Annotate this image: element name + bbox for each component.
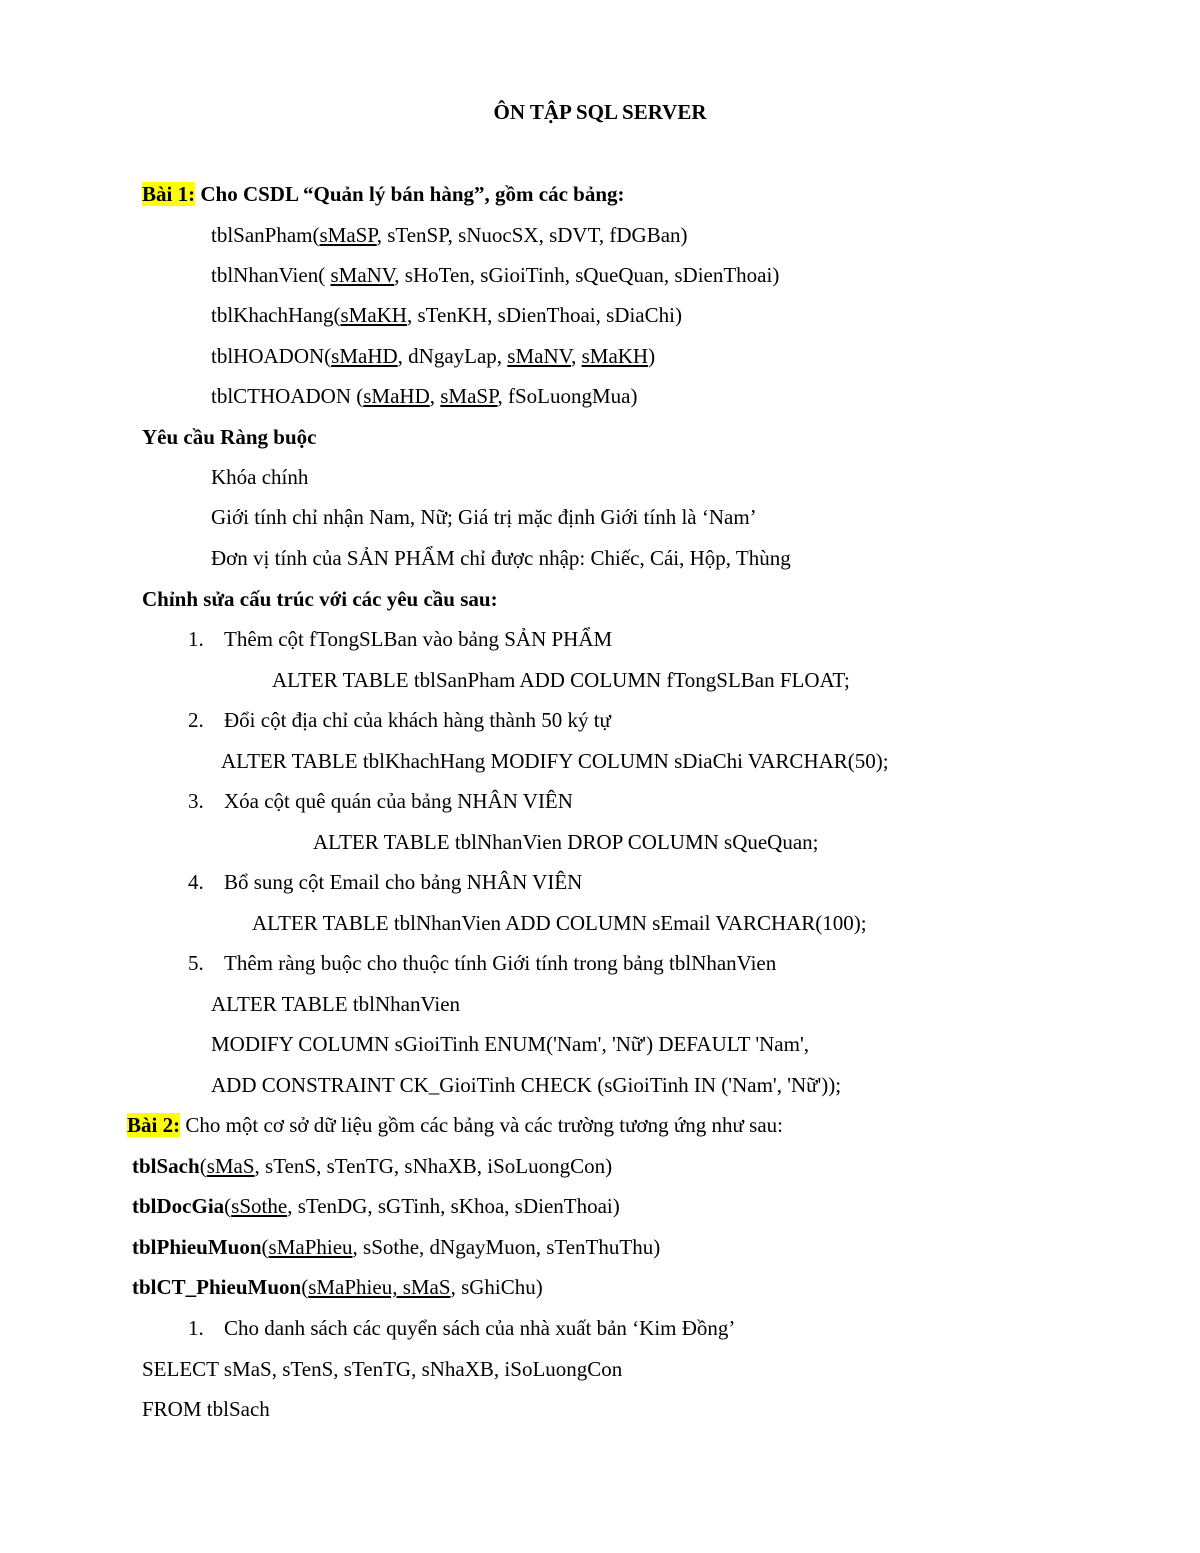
- requirement-item: Đơn vị tính của SẢN PHẨM chỉ được nhập: Chiếc, Cái, Hộp, Thùng: [211, 546, 791, 570]
- schema-line: tblDocGia(sSothe, sTenDG, sGTinh, sKhoa, sDienThoai): [132, 1194, 620, 1218]
- sql-line: ALTER TABLE tblSanPham ADD COLUMN fTongSLBan FLOAT;: [272, 668, 850, 692]
- edit-heading: Chỉnh sửa cấu trúc với các yêu cầu sau:: [142, 587, 498, 611]
- primary-key: sMaHD: [363, 384, 430, 408]
- primary-key: sSothe: [231, 1194, 288, 1218]
- schema-line: tblCTHOADON (sMaHD, sMaSP, fSoLuongMua): [211, 384, 638, 408]
- schema-line: tblKhachHang(sMaKH, sTenKH, sDienThoai, sDiaChi): [211, 303, 682, 327]
- page-title: ÔN TẬP SQL SERVER: [493, 100, 707, 124]
- requirements-heading: Yêu cầu Ràng buộc: [142, 425, 317, 449]
- sql-line: SELECT sMaS, sTenS, sTenTG, sNhaXB, iSoLuongCon: [142, 1357, 623, 1381]
- exercise-2-label: Bài 2:: [127, 1113, 181, 1137]
- foreign-key: sMaKH: [581, 344, 649, 368]
- task-item: 1. Cho danh sách các quyển sách của nhà xuất bản ‘Kim Đồng’: [188, 1316, 736, 1340]
- exercise-1-heading: [142, 182, 625, 206]
- sql-line: ALTER TABLE tblKhachHang MODIFY COLUMN sDiaChi VARCHAR(50);: [221, 749, 889, 773]
- primary-key: sMaS: [206, 1154, 255, 1178]
- schema-line: tblSach(sMaS, sTenS, sTenTG, sNhaXB, iSoLuongCon): [132, 1154, 613, 1178]
- schema-line: tblCT_PhieuMuon(sMaPhieu, sMaS, sGhiChu): [132, 1275, 543, 1299]
- schema-line: tblPhieuMuon(sMaPhieu, sSothe, dNgayMuon, sTenThuThu): [132, 1235, 661, 1259]
- sql-line: ADD CONSTRAINT CK_GioiTinh CHECK (sGioiTinh IN ('Nam', 'Nữ'));: [211, 1073, 842, 1097]
- task-item: 3. Xóa cột quê quán của bảng NHÂN VIÊN: [188, 789, 573, 813]
- requirement-item: Khóa chính: [211, 465, 309, 489]
- exercise-2-intro: Cho một cơ sở dữ liệu gồm các bảng và các trường tương ứng như sau:: [180, 1113, 783, 1137]
- exercise-1-intro: Cho CSDL “Quản lý bán hàng”, gồm các bảng:: [195, 182, 625, 206]
- primary-key: sMaSP: [319, 223, 377, 247]
- sql-line: ALTER TABLE tblNhanVien: [211, 992, 461, 1016]
- sql-line: ALTER TABLE tblNhanVien DROP COLUMN sQueQuan;: [313, 830, 819, 854]
- requirement-item: Giới tính chỉ nhận Nam, Nữ; Giá trị mặc định Giới tính là ‘Nam’: [211, 505, 757, 529]
- task-item: 2. Đổi cột địa chỉ của khách hàng thành 50 ký tự: [188, 708, 611, 732]
- schema-line: tblSanPham(sMaSP, sTenSP, sNuocSX, sDVT, fDGBan): [211, 223, 688, 247]
- primary-key: sMaPhieu, sMaS: [308, 1275, 451, 1299]
- sql-line: FROM tblSach: [142, 1397, 270, 1421]
- primary-key: sMaNV: [330, 263, 395, 287]
- sql-line: ALTER TABLE tblNhanVien ADD COLUMN sEmail VARCHAR(100);: [252, 911, 867, 935]
- task-item: 5. Thêm ràng buộc cho thuộc tính Giới tính trong bảng tblNhanVien: [188, 951, 777, 975]
- task-item: 1. Thêm cột fTongSLBan vào bảng SẢN PHẨM: [188, 627, 613, 651]
- task-item: 4. Bổ sung cột Email cho bảng NHÂN VIÊN: [188, 870, 583, 894]
- primary-key: sMaHD: [331, 344, 398, 368]
- schema-line: tblHOADON(sMaHD, dNgayLap, sMaNV, sMaKH): [211, 344, 656, 368]
- schema-line: tblNhanVien( sMaNV, sHoTen, sGioiTinh, sQueQuan, sDienThoai): [211, 263, 780, 287]
- exercise-1-label: Bài 1:: [142, 182, 196, 206]
- sql-line: MODIFY COLUMN sGioiTinh ENUM('Nam', 'Nữ') DEFAULT 'Nam',: [211, 1032, 809, 1056]
- primary-key: sMaSP: [440, 384, 498, 408]
- primary-key: sMaPhieu: [268, 1235, 353, 1259]
- primary-key: sMaKH: [340, 303, 407, 327]
- foreign-key: sMaNV: [507, 344, 572, 368]
- exercise-2-heading: [127, 1113, 783, 1137]
